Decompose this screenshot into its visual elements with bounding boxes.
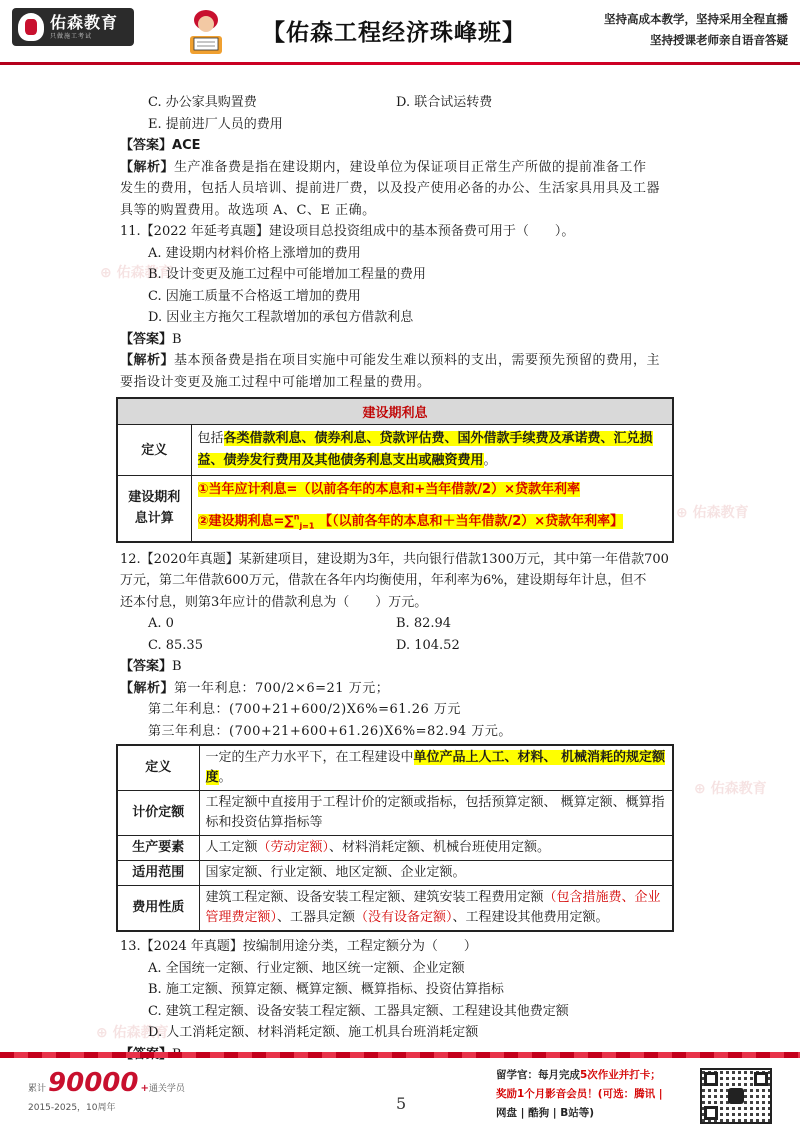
construction-interest-table bbox=[116, 397, 674, 543]
table-row bbox=[117, 836, 673, 861]
answer-line bbox=[120, 329, 680, 351]
promo-highlight: 5次作业并打卡； bbox=[580, 1069, 661, 1081]
question-stem: 还本付息，则第3年应计的借款利息为（ ）万元。 bbox=[120, 594, 428, 610]
watermark-logo: ⊕ 佑森教育 bbox=[676, 505, 749, 521]
quota-table bbox=[116, 744, 674, 932]
row-label: 费用性质 bbox=[117, 886, 199, 932]
student-count: 90000 bbox=[48, 1068, 139, 1098]
page-header bbox=[0, 0, 800, 62]
table-row bbox=[117, 861, 673, 886]
analysis-line: 【解析】生产准备费是指在建设期内，建设单位为保证项目正常生产所做的提前准备工作 bbox=[120, 159, 647, 175]
option-c: C. 85.35 D. 104.52 bbox=[120, 635, 680, 657]
answer-value: B bbox=[172, 659, 182, 675]
option-b: B. 施工定额、预算定额、概算定额、概算指标、投资估算指标 bbox=[148, 982, 504, 998]
analysis-line: 具等的购置费用。故选项 A、C、E 正确。 bbox=[120, 202, 376, 218]
question-stem: 万元，第二年借款600万元，借款在各年内均衡使用，年利率为6%，建设期每年计息，但不 bbox=[120, 573, 647, 589]
watermark-logo: ⊕ 佑森教育 bbox=[694, 781, 767, 797]
footer-stats bbox=[28, 1068, 185, 1113]
mascot-icon bbox=[184, 6, 228, 56]
slogan-line-1: 坚持高成本教学，坚持采用全程直播 bbox=[604, 12, 788, 26]
question-stem: 12.【2020年真题】某新建项目，建设期为3年，共向银行借款1300万元，其中第一年借款700 bbox=[120, 551, 669, 567]
row-label: 计价定额 bbox=[117, 791, 199, 836]
row-label: 生产要素 bbox=[117, 836, 199, 861]
page-title: 【佑森工程经济珠峰班】 bbox=[262, 20, 526, 46]
footer-promo: 留学官：每月完成5次作业并打卡； 奖励1个月影音会员！(可选：腾讯 | 网盘 | 酷狗 | B站等) bbox=[496, 1066, 684, 1123]
logo-emblem-icon bbox=[18, 13, 44, 41]
table-row bbox=[117, 745, 673, 791]
option-b: B. 设计变更及施工过程中可能增加工程量的费用 bbox=[148, 267, 426, 282]
formula-cell bbox=[191, 476, 673, 542]
highlight-text: 各类借款利息、债券利息、贷款评估费、国外借款手续费及承诺费、汇兑损益、债券发行费用及其他债务利息支出或融资费用 bbox=[197, 431, 653, 468]
highlight-text: 单位产品上人工、材料、 机械消耗的规定额度 bbox=[205, 750, 666, 786]
row-text: 一定的生产力水平下，在工程建设中单位产品上人工、材料、 机械消耗的规定额度。 bbox=[199, 745, 673, 791]
red-note: （包含措施费、企业管理费定额） bbox=[205, 890, 661, 926]
red-note: （没有设备定额） bbox=[355, 910, 453, 926]
red-note: （劳动定额） bbox=[257, 840, 330, 856]
brand-logo bbox=[12, 8, 134, 46]
calc-line: 第二年利息：(700+21+600/2)X6%=61.26 万元 bbox=[148, 702, 461, 718]
answer-value: B bbox=[172, 331, 182, 347]
option-a: A. 建设期内材料价格上涨增加的费用 bbox=[148, 245, 361, 261]
qr-code-icon bbox=[700, 1068, 772, 1124]
passed-label: 通关学员 bbox=[148, 1084, 185, 1094]
answer-tag: 【答案】 bbox=[120, 138, 173, 153]
header-slogan bbox=[604, 9, 788, 51]
analysis-line: 【解析】基本预备费是指在项目实施中可能发生难以预料的支出，需要预先预留的费用，主 bbox=[120, 353, 661, 368]
row-label: 建设期利息计算 bbox=[117, 476, 191, 542]
answer-tag: 【答案】 bbox=[120, 331, 173, 347]
option-a: A. 全国统一定额、行业定额、地区统一定额、企业定额 bbox=[148, 960, 465, 976]
option-c: C. 建筑工程定额、设备安装工程定额、工器具定额、工程建设其他费定额 bbox=[148, 1003, 569, 1019]
analysis-tag: 【解析】 bbox=[120, 353, 175, 368]
definition-cell: 包括各类借款利息、债券利息、贷款评估费、国外借款手续费及承诺费、汇兑损益、债券发行费用及其他债务利息支出或融资费用。 bbox=[191, 425, 673, 476]
option-d: D. 联合试运转费 bbox=[396, 95, 493, 110]
page-number: 5 bbox=[396, 1094, 407, 1113]
promo-line-2: 奖励1个月影音会员！(可选：腾讯 | bbox=[496, 1088, 663, 1100]
cumulative-label: 累计 bbox=[28, 1084, 47, 1094]
footer-divider bbox=[0, 1052, 800, 1058]
row-label: 定义 bbox=[117, 425, 191, 476]
header-divider bbox=[0, 62, 800, 65]
watermark-logo: ⊕ 佑森教育 bbox=[100, 265, 173, 281]
option-c: C. 因施工质量不合格返工增加的费用 bbox=[148, 288, 361, 304]
watermark-logo: ⊕ 佑森教育 bbox=[96, 1025, 169, 1041]
years-label: 2015-2025，10周年 bbox=[28, 1103, 116, 1113]
row-text: 工程定额中直接用于工程计价的定额或指标，包括预算定额、 概算定额、概算指标和投资估算指标等 bbox=[199, 791, 673, 836]
analysis-line: 要指设计变更及施工过程中可能增加工程量的费用。 bbox=[120, 374, 431, 390]
answer-line bbox=[120, 656, 680, 678]
option-a: A. 0 B. 82.94 bbox=[120, 613, 680, 635]
page-content bbox=[120, 92, 680, 1065]
analysis-line: 【解析】第一年利息：700/2×6=21 万元； bbox=[120, 680, 390, 696]
row-label: 定义 bbox=[117, 745, 199, 791]
analysis-line: 发生的费用，包括人员培训、提前进厂费，以及投产使用必备的办公、生活家具用具及工器 bbox=[120, 181, 661, 196]
option-d: D. 因业主方拖欠工程款增加的承包方借款利息 bbox=[148, 310, 414, 325]
answer-tag: 【答案】 bbox=[120, 659, 173, 675]
plus-sign: + bbox=[140, 1083, 149, 1094]
promo-line-3: 网盘 | 酷狗 | B站等) bbox=[496, 1107, 595, 1119]
answer-line bbox=[120, 135, 680, 157]
row-text: 人工定额（劳动定额）、材料消耗定额、机械台班使用定额。 bbox=[199, 836, 673, 861]
analysis-tag: 【解析】 bbox=[120, 159, 175, 175]
question-stem: 11.【2022 年延考真题】建设项目总投资组成中的基本预备费可用于（ ）。 bbox=[120, 224, 575, 239]
table-row bbox=[117, 791, 673, 836]
formula-annual-interest: ①当年应计利息=（以前各年的本息和+当年借款/2）×贷款年利率 bbox=[197, 482, 580, 497]
answer-value: ACE bbox=[172, 138, 201, 153]
option-b: B. 82.94 bbox=[396, 616, 452, 632]
table-heading: 建设期利息 bbox=[117, 398, 673, 425]
question-stem: 13.【2024 年真题】按编制用途分类，工程定额分为（ ） bbox=[120, 939, 477, 955]
formula-total-interest: ②建设期利息=∑$^n_{j=1}$ 【（以前各年的本息和＋当年借款/2）×贷款年利率】 bbox=[197, 513, 624, 531]
slogan-line-2: 坚持授课老师亲自语音答疑 bbox=[650, 33, 788, 47]
logo-text: 佑森教育 bbox=[50, 12, 119, 32]
option-e: E. 提前进厂人员的费用 bbox=[148, 116, 283, 132]
row-text: 建筑工程定额、设备安装工程定额、建筑安装工程费用定额（包含措施费、企业管理费定额）、工器具定额（没有设备定额）、工程建设其他费用定额。 bbox=[199, 886, 673, 932]
option-d: D. 人工消耗定额、材料消耗定额、施工机具台班消耗定额 bbox=[148, 1025, 479, 1041]
table-row bbox=[117, 886, 673, 932]
calc-line: 第三年利息：(700+21+600+61.26)X6%=82.94 万元。 bbox=[148, 723, 512, 739]
row-label: 适用范围 bbox=[117, 861, 199, 886]
option-d: D. 104.52 bbox=[396, 637, 460, 653]
row-text: 国家定额、行业定额、地区定额、企业定额。 bbox=[199, 861, 673, 886]
logo-subtext: 只做施工考试 bbox=[50, 32, 93, 40]
analysis-tag: 【解析】 bbox=[120, 680, 175, 696]
option-c: C. 办公家具购置费 D. 联合试运转费 bbox=[120, 92, 680, 114]
